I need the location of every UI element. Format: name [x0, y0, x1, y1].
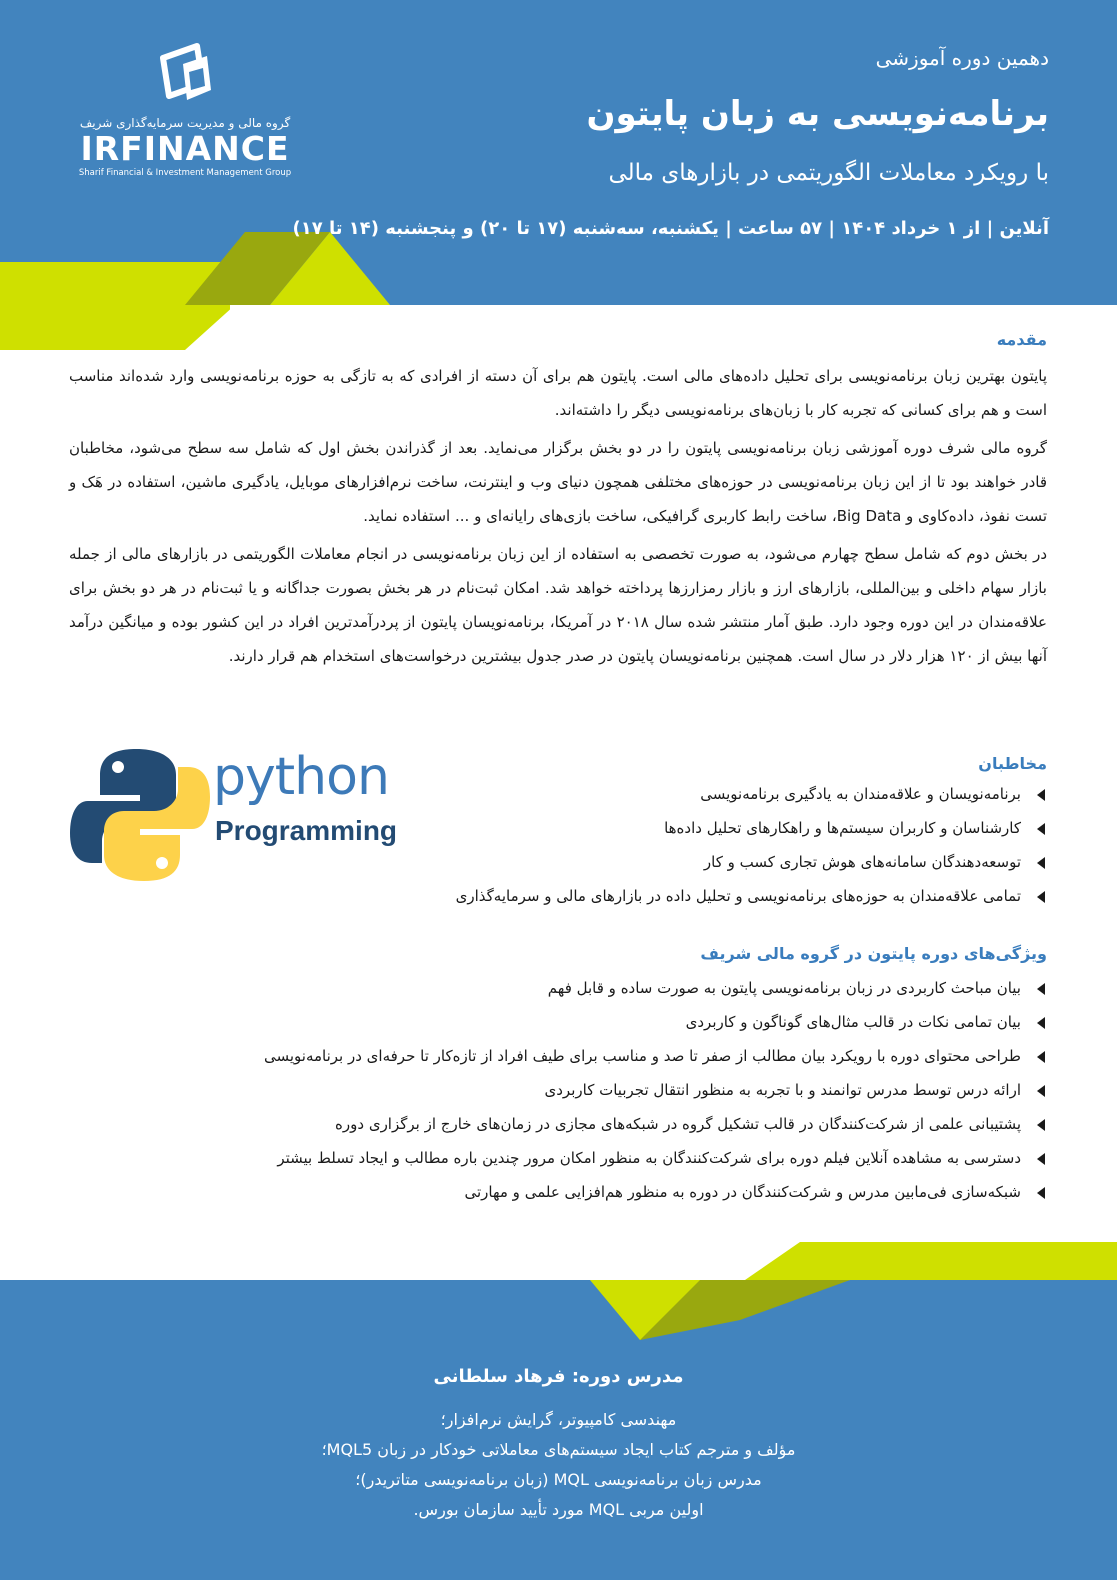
instructor-name: مدرس دوره: فرهاد سلطانی [433, 1366, 684, 1387]
list-item: دسترسی به مشاهده آنلاین فیلم دوره برای شرکت‌کنندگان به منظور امکان مرور چندین باره مطالب و ایجاد تسلط بیشتر [69, 1141, 1047, 1175]
list-item: شبکه‌سازی فی‌مابین مدرس و شرکت‌کنندگان در دوره به منظور هم‌افزایی علمی و مهارتی [69, 1175, 1047, 1209]
features-section [69, 944, 1047, 1209]
features-list [69, 971, 1047, 1209]
instructor-bio [0, 1405, 1117, 1525]
bullet-arrow-icon [1037, 1017, 1045, 1029]
list-item: کارشناسان و کاربران سیستم‌ها و راهکارهای تحلیل داده‌ها [69, 811, 1047, 845]
logo-org-fa: گروه مالی و مدیریت سرمایه‌گذاری شریف [79, 116, 291, 130]
list-item: پشتیبانی علمی از شرکت‌کنندگان در قالب تشکیل گروه در شبکه‌های مجازی در زمان‌های خارج از برگزاری دوره [69, 1107, 1047, 1141]
logo-org-en: Sharif Financial & Investment Management Group [78, 168, 292, 178]
bio-line: مدرس زبان برنامه‌نویسی MQL (زبان برنامه‌نویسی متاترید‌ر)؛ [355, 1470, 762, 1489]
list-item: بیان تمامی نکات در قالب مثال‌های گوناگون و کاربردی [69, 1005, 1047, 1039]
list-item: توسعه‌دهندگان سامانه‌های هوش تجاری کسب و کار [69, 845, 1047, 879]
audience-list [69, 777, 1047, 913]
features-heading: ویژگی‌های دوره پایتون در گروه مالی شریف [700, 944, 1047, 963]
course-kicker: دهمین دوره آموزشی [875, 46, 1049, 70]
irfinance-logo [60, 40, 310, 178]
course-schedule: آنلاین | از ۱ خرداد ۱۴۰۴ | ۵۷ ساعت | یکشنبه، سه‌شنبه (۱۷ تا ۲۰) و پنجشنبه (۱۴ تا ۱۷) [292, 218, 1049, 239]
list-item: بیان مباحث کاربردی در زبان برنامه‌نویسی پایتون به صورت ساده و قابل فهم [69, 971, 1047, 1005]
audience-heading: مخاطبان [978, 754, 1047, 773]
bullet-arrow-icon [1037, 789, 1045, 801]
bullet-arrow-icon [1037, 1153, 1045, 1165]
intro-paragraph-2: گروه مالی شرف دوره آموزشی زبان برنامه‌نویسی پایتون را در دو بخش برگزار می‌نماید. بعد از گذراندن بخش اول که شامل سه سطح می‌شود، مخاطبان قادر خواهند بود تا از این زبان برنامه‌نویسی در حوزه‌های مختلفی همچون دنیای وب و اینترنت، ساخت نرم‌افزارهای موبایل، یادگیری ماشین، استفاده در هَک و تست نفوذ، داده‌کاوی و Big Data، ساخت رابط کاربری گرافیکی، ساخت بازی‌های رایانه‌ای و ... استفاده نماید. [69, 439, 1047, 525]
list-item: ارائه درس توسط مدرس توانمند و با تجربه به منظور انتقال تجربیات کاربردی [69, 1073, 1047, 1107]
header-banner [0, 0, 1117, 305]
course-title: برنامه‌نویسی به زبان پایتون [586, 94, 1049, 134]
list-item: برنامه‌نویسان و علاقه‌مندان به یادگیری برنامه‌نویسی [69, 777, 1047, 811]
intro-heading: مقدمه [996, 330, 1047, 349]
bio-line: مهندسی کامپیوتر، گرایش نرم‌افزار؛ [440, 1410, 677, 1429]
bullet-arrow-icon [1037, 891, 1045, 903]
course-subtitle: با رویکرد معاملات الگوریتمی در بازارهای مالی [608, 160, 1049, 186]
intro-paragraph-1: پایتون بهترین زبان برنامه‌نویسی برای تحلیل داده‌های مالی است. پایتون هم برای آن دسته از افرادی که به تازگی به حوزه برنامه‌نویسی وارد شده‌اند مناسب است و هم برای کسانی که تجربه کار با زبان‌های برنامه‌نویسی دیگر را داشته‌اند. [69, 367, 1047, 419]
list-item: تمامی علاقه‌مندان به حوزه‌های برنامه‌نویسی و تحلیل داده در بازارهای مالی و سرمایه‌گذاری [69, 879, 1047, 913]
intro-section [69, 330, 1047, 677]
footer-decoration [0, 1230, 1117, 1340]
intro-paragraph-3: در بخش دوم که شامل سطح چهارم می‌شود، به صورت تخصصی به استفاده از این زبان برنامه‌نویسی در انجام معاملات الگوریتمی در بازارهای مالی از جمله بازار سهام داخلی و بین‌المللی، بازارهای ارز و بازار رمزارزها پرداخته خواهد شد. امکان ثبت‌نام در هر بخش بصورت جداگانه و یا ثبت‌نام در هر دو بخش برای علاقه‌مندان در این دوره وجود دارد. طبق آمار منتشر شده سال ۲۰۱۸ در آمریکا، برنامه‌نویسان پایتون از پردرآمدترین افراد در این کشور بوده و میانگین درآمد آنها بیش از ۱۲۰ هزار دلار در سال است. همچنین برنامه‌نویسان پایتون در صدر جدول بیشترین درخواست‌های استخدام هم قرار دارند. [69, 545, 1047, 665]
bullet-arrow-icon [1037, 823, 1045, 835]
audience-section [69, 754, 1047, 913]
list-item: طراحی محتوای دوره با رویکرد بیان مطالب از صفر تا صد و مناسب برای طیف افراد از تازه‌کار تا حرفه‌ای در برنامه‌نویسی [69, 1039, 1047, 1073]
bullet-arrow-icon [1037, 1085, 1045, 1097]
bullet-arrow-icon [1037, 1051, 1045, 1063]
bullet-arrow-icon [1037, 983, 1045, 995]
bullet-arrow-icon [1037, 857, 1045, 869]
python-word: python [213, 747, 389, 807]
bullet-arrow-icon [1037, 1187, 1045, 1199]
bullet-arrow-icon [1037, 1119, 1045, 1131]
bio-line: مؤلف و مترجم کتاب ایجاد سیستم‌های معاملاتی خودکار در زبان MQL5؛ [321, 1440, 796, 1459]
python-programming-label: Programming [215, 815, 398, 846]
bio-line: اولین مربی MQL مورد تأیید سازمان بورس. [413, 1500, 704, 1519]
logo-wordmark: IRFINANCE [80, 129, 290, 168]
logo-mark-icon [153, 40, 217, 108]
